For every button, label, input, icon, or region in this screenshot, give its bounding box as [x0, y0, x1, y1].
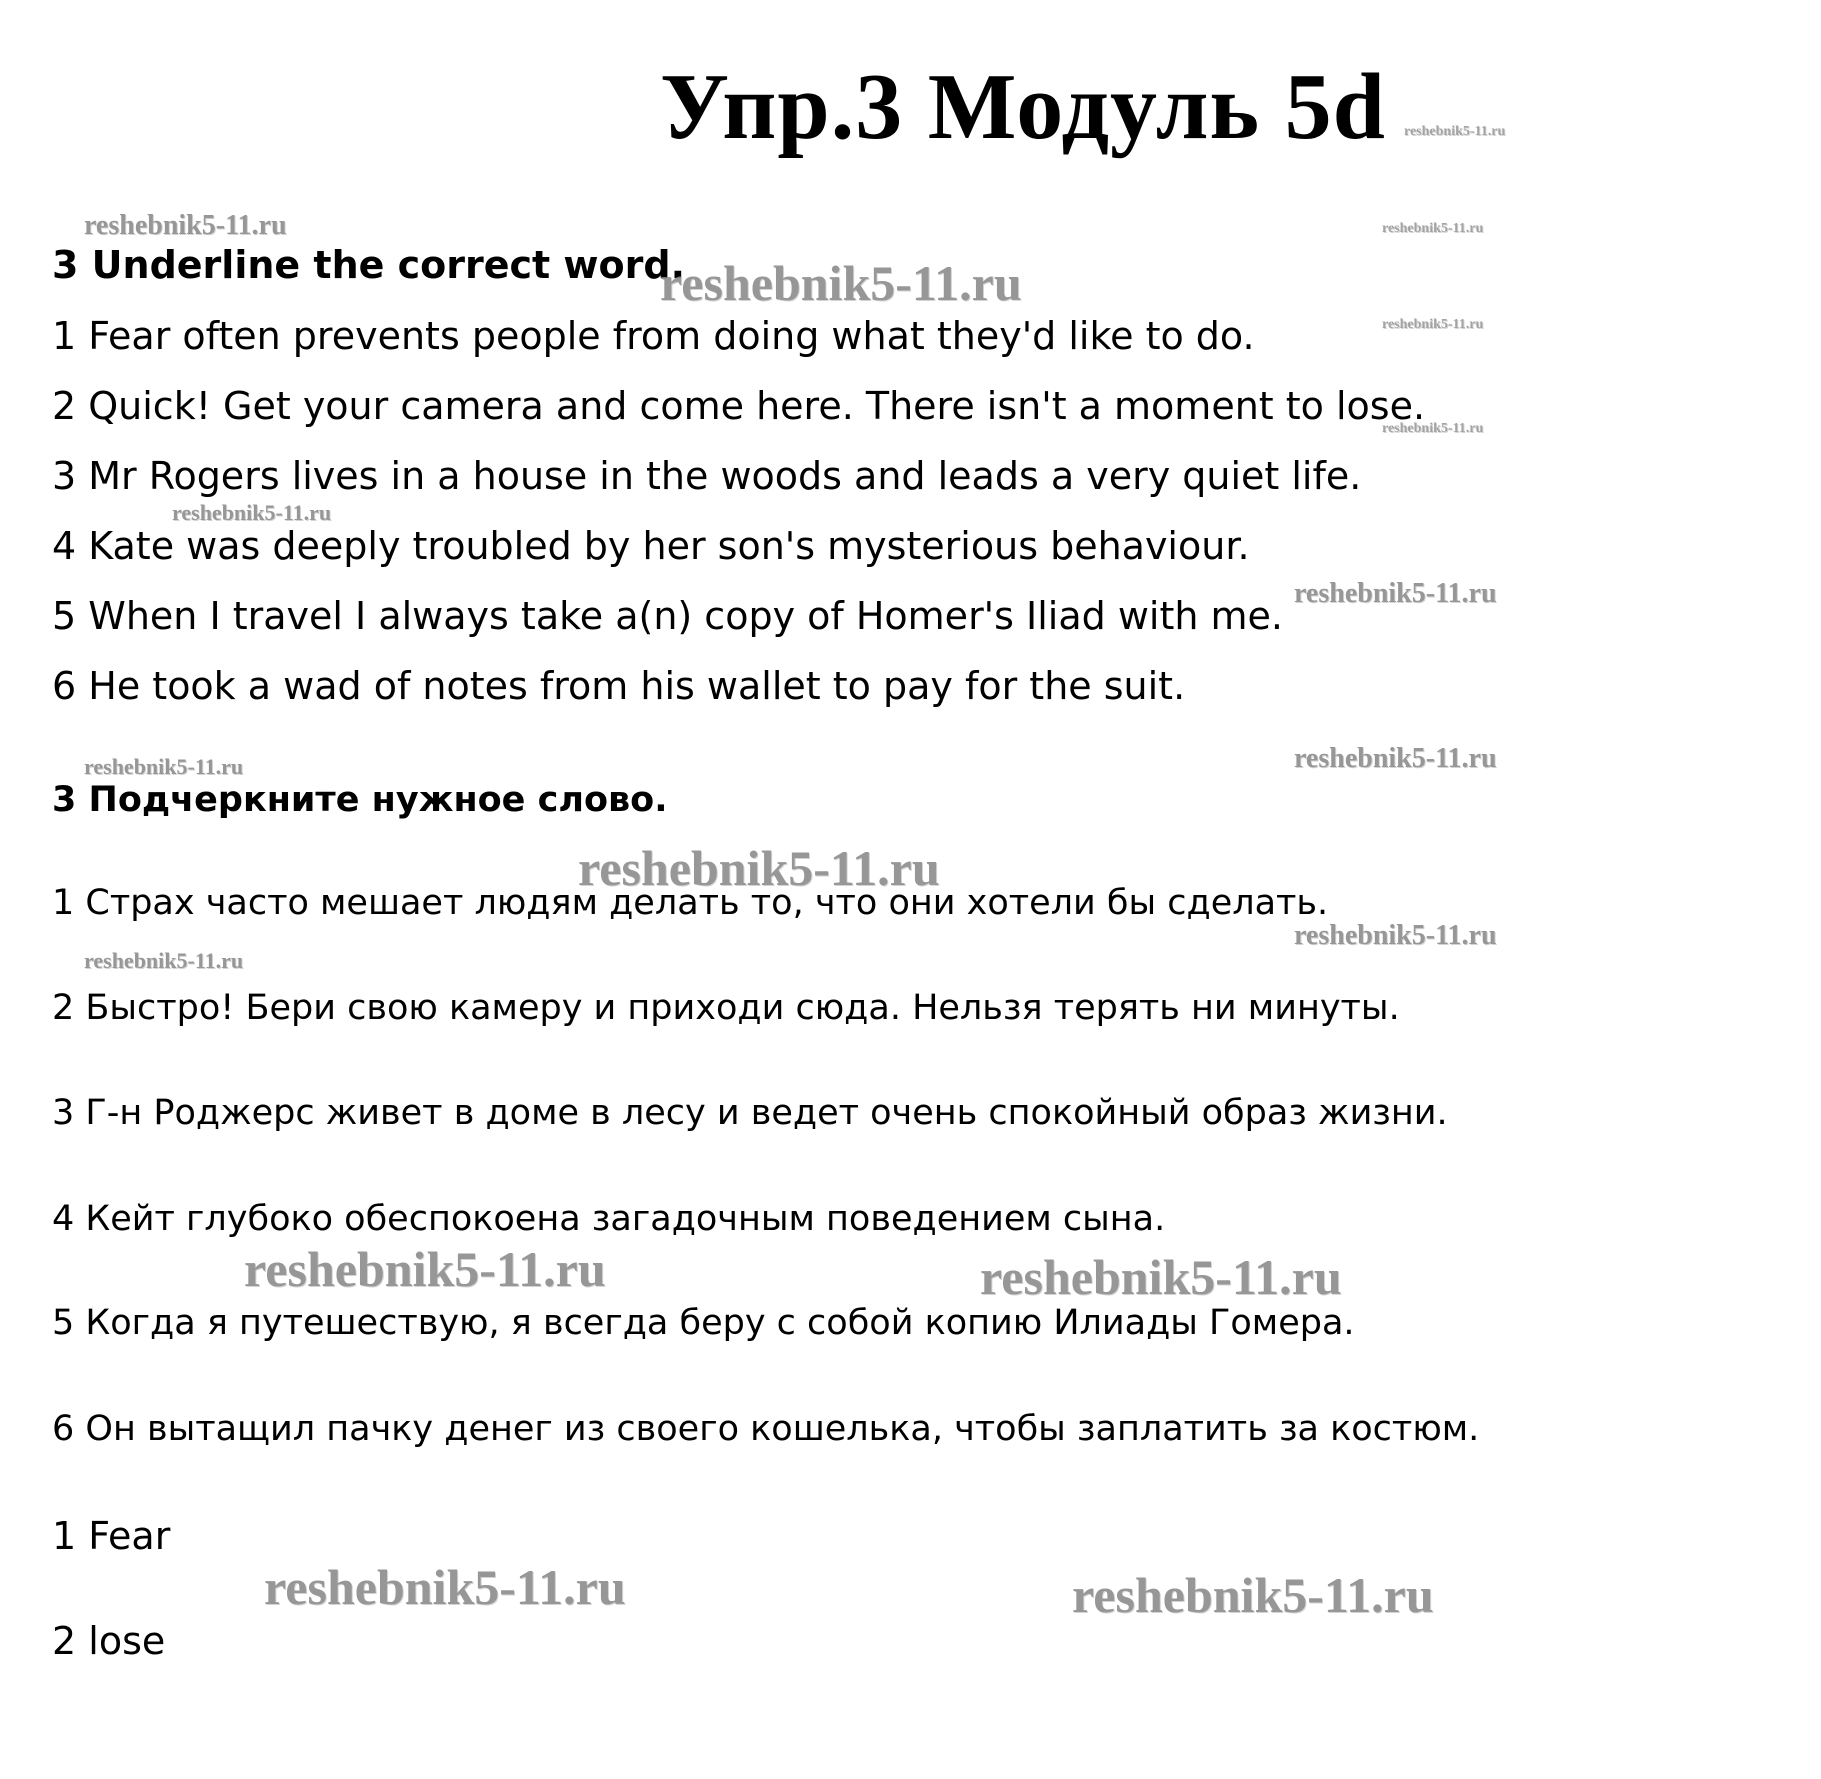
watermark: reshebnik5-11.ru [980, 1249, 1342, 1305]
watermark: reshebnik5-11.ru [660, 255, 1022, 311]
watermark: reshebnik5-11.ru [244, 1241, 606, 1297]
watermark: reshebnik5-11.ru [84, 754, 244, 779]
watermark: reshebnik5-11.ru [578, 840, 940, 896]
russian-sentence: 5 Когда я путешествую, я всегда беру с собой копию Илиады Гомера. [52, 1303, 1355, 1343]
watermark: reshebnik5-11.ru [1294, 920, 1497, 951]
page-title: Упр.3 Модуль 5d [660, 55, 1386, 159]
answer-item: 2 lose [52, 1619, 166, 1663]
answer-item: 1 Fear [52, 1514, 171, 1558]
watermark: reshebnik5-11.ru [1072, 1567, 1434, 1623]
english-sentence: 6 He took a wad of notes from his wallet to pay for the suit. [52, 664, 1186, 708]
english-sentence: 1 Fear often prevents people from doing what they'd like to do. [52, 314, 1255, 358]
watermark: reshebnik5-11.ru [1382, 317, 1484, 332]
russian-sentence: 1 Страх часто мешает людям делать то, что они хотели бы сделать. [52, 883, 1329, 923]
russian-sentence: 3 Г-н Роджерс живет в доме в лесу и ведет очень спокойный образ жизни. [52, 1093, 1448, 1133]
watermark: reshebnik5-11.ru [1382, 221, 1484, 236]
english-sentence: 2 Quick! Get your camera and come here. There isn't a moment to lose. [52, 384, 1426, 428]
watermark: reshebnik5-11.ru [1404, 124, 1506, 139]
watermark: reshebnik5-11.ru [1382, 421, 1484, 436]
english-sentence: 4 Kate was deeply troubled by her son's mysterious behaviour. [52, 524, 1250, 568]
english-sentence: 3 Mr Rogers lives in a house in the woods and leads a very quiet life. [52, 454, 1362, 498]
english-heading: 3 Underline the correct word. [52, 243, 686, 287]
watermark: reshebnik5-11.ru [264, 1559, 626, 1615]
watermark: reshebnik5-11.ru [1294, 743, 1497, 774]
russian-sentence: 2 Быстро! Бери свою камеру и приходи сюда. Нельзя терять ни минуты. [52, 988, 1400, 1028]
watermark: reshebnik5-11.ru [84, 948, 244, 973]
russian-sentence: 6 Он вытащил пачку денег из своего кошелька, чтобы заплатить за костюм. [52, 1409, 1480, 1449]
watermark: reshebnik5-11.ru [172, 500, 332, 525]
russian-heading: 3 Подчеркните нужное слово. [52, 780, 668, 820]
english-sentence: 5 When I travel I always take a(n) copy of Homer's Iliad with me. [52, 594, 1283, 638]
watermark: reshebnik5-11.ru [84, 210, 287, 241]
watermark: reshebnik5-11.ru [1294, 578, 1497, 609]
russian-sentence: 4 Кейт глубоко обеспокоена загадочным поведением сына. [52, 1199, 1166, 1239]
